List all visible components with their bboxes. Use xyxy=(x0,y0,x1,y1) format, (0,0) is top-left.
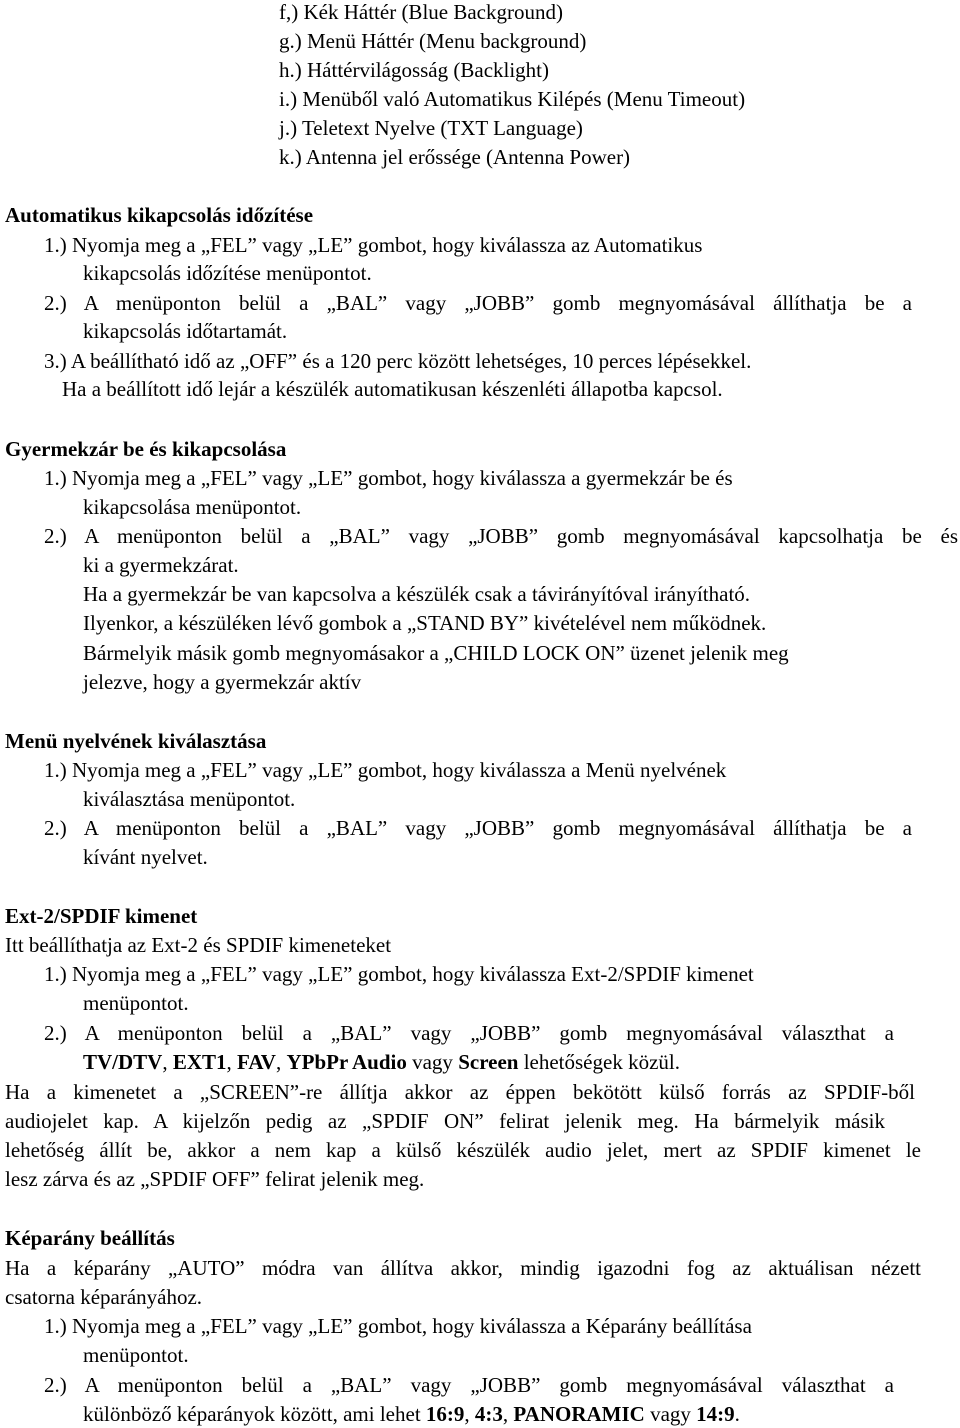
option-separator: , xyxy=(275,1050,287,1074)
menu-language-step-2: 2.) A menüponton belül a „BAL” vagy „JOBB” gomb megnyomásával állíthatja be a xyxy=(44,816,912,840)
child-lock-step-2-cont: ki a gyermekzárat. xyxy=(83,553,239,577)
sentence-end: . xyxy=(734,1402,740,1426)
ext-spdif-para-3: lehetőség állít be, akkor a nem kap a külső készülék audio jelet, mert az SPDIF kimenet le xyxy=(5,1138,921,1162)
ratio-panoramic: PANORAMIC xyxy=(513,1402,645,1426)
child-lock-step-1: 1.) Nyomja meg a „FEL” vagy „LE” gombot, hogy kiválassza a gyermekzár be és xyxy=(44,466,733,490)
options-tail: lehetőségek közül. xyxy=(518,1050,680,1074)
menu-item-menu-timeout: i.) Menüből való Automatikus Kilépés (Menu Timeout) xyxy=(279,87,746,111)
section-title-menu-language: Menü nyelvének kiválasztása xyxy=(5,729,267,753)
child-lock-note-1: Ha a gyermekzár be van kapcsolva a készülék csak a távirányítóval irányítható. xyxy=(83,582,751,606)
option-separator: vagy xyxy=(406,1050,459,1074)
menu-item-antenna-power: k.) Antenna jel erőssége (Antenna Power) xyxy=(279,145,631,169)
aspect-ratio-step-2: 2.) A menüponton belül a „BAL” vagy „JOBB” gomb megnyomásával választhat a xyxy=(44,1373,894,1397)
option-separator: , xyxy=(502,1402,514,1426)
aspect-ratio-para-2: csatorna képarányához. xyxy=(5,1285,203,1309)
option-screen: Screen xyxy=(458,1050,519,1074)
option-fav: FAV xyxy=(237,1050,276,1074)
auto-off-note: Ha a beállított idő lejár a készülék automatikusan készenléti állapotba kapcsol. xyxy=(62,377,723,401)
child-lock-step-1-cont: kikapcsolása menüpontot. xyxy=(83,495,302,519)
menu-item-blue-background: f,) Kék Háttér (Blue Background) xyxy=(279,0,563,24)
option-separator: , xyxy=(162,1050,173,1074)
menu-language-step-2-cont: kívánt nyelvet. xyxy=(83,845,208,869)
menu-item-backlight: h.) Háttérvilágosság (Backlight) xyxy=(279,58,550,82)
ext-spdif-options xyxy=(83,1049,680,1075)
auto-off-step-2: 2.) A menüponton belül a „BAL” vagy „JOBB” gomb megnyomásával állíthatja be a xyxy=(44,291,912,315)
child-lock-note-4: jelezve, hogy a gyermekzár aktív xyxy=(83,670,362,694)
option-separator: , xyxy=(226,1050,238,1074)
aspect-ratio-step-1: 1.) Nyomja meg a „FEL” vagy „LE” gombot, hogy kiválassza a Képarány beállítása xyxy=(44,1314,752,1338)
ratio-14-9: 14:9 xyxy=(696,1402,735,1426)
menu-language-step-1: 1.) Nyomja meg a „FEL” vagy „LE” gombot, hogy kiválassza a Menü nyelvének xyxy=(44,758,727,782)
ext-spdif-intro: Itt beállíthatja az Ext-2 és SPDIF kimeneteket xyxy=(5,933,392,957)
option-ext1: EXT1 xyxy=(172,1050,227,1074)
option-separator: vagy xyxy=(644,1402,697,1426)
ext-spdif-step-1: 1.) Nyomja meg a „FEL” vagy „LE” gombot, hogy kiválassza Ext-2/SPDIF kimenet xyxy=(44,962,754,986)
option-tv-dtv: TV/DTV xyxy=(83,1050,163,1074)
aspect-ratio-options xyxy=(83,1401,740,1427)
menu-item-menu-background: g.) Menü Háttér (Menu background) xyxy=(279,29,587,53)
section-title-aspect-ratio: Képarány beállítás xyxy=(5,1226,175,1250)
ext-spdif-step-1-cont: menüpontot. xyxy=(83,991,189,1015)
menu-language-step-1-cont: kiválasztása menüpontot. xyxy=(83,787,296,811)
section-title-ext-spdif: Ext-2/SPDIF kimenet xyxy=(5,904,198,928)
child-lock-note-2: Ilyenkor, a készüléken lévő gombok a „STAND BY” kivételével nem működnek. xyxy=(83,611,767,635)
ratio-4-3: 4:3 xyxy=(474,1402,503,1426)
ratio-16-9: 16:9 xyxy=(425,1402,465,1426)
child-lock-note-3: Bármelyik másik gomb megnyomásakor a „CHILD LOCK ON” üzenet jelenik meg xyxy=(83,641,789,665)
option-separator: , xyxy=(464,1402,475,1426)
section-title-child-lock: Gyermekzár be és kikapcsolása xyxy=(5,437,287,461)
aspect-options-lead: különböző képarányok között, ami lehet xyxy=(83,1402,426,1426)
auto-off-step-1-cont: kikapcsolás időzítése menüpontot. xyxy=(83,261,372,285)
section-title-auto-off: Automatikus kikapcsolás időzítése xyxy=(5,203,314,227)
auto-off-step-2-cont: kikapcsolás időtartamát. xyxy=(83,319,288,343)
aspect-ratio-step-1-cont: menüpontot. xyxy=(83,1343,189,1367)
auto-off-step-3: 3.) A beállítható idő az „OFF” és a 120 perc között lehetséges, 10 perces lépésekkel. xyxy=(44,349,752,373)
ext-spdif-step-2: 2.) A menüponton belül a „BAL” vagy „JOBB” gomb megnyomásával választhat a xyxy=(44,1021,894,1045)
aspect-ratio-para-1: Ha a képarány „AUTO” módra van állítva akkor, mindig igazodni fog az aktuálisan nézett xyxy=(5,1256,921,1280)
menu-item-txt-language: j.) Teletext Nyelve (TXT Language) xyxy=(279,116,583,140)
ext-spdif-para-4: lesz zárva és az „SPDIF OFF” felirat jelenik meg. xyxy=(5,1167,425,1191)
child-lock-step-2: 2.) A menüponton belül a „BAL” vagy „JOBB” gomb megnyomásával kapcsolhatja be és xyxy=(44,524,958,548)
ext-spdif-para-1: Ha a kimenetet a „SCREEN”-re állítja akkor az éppen bekötött külső forrás az SPDIF-ből xyxy=(5,1080,915,1104)
ext-spdif-para-2: audiojelet kap. A kijelzőn pedig az „SPDIF ON” felirat jelenik meg. Ha bármelyik másik xyxy=(5,1109,885,1133)
auto-off-step-1: 1.) Nyomja meg a „FEL” vagy „LE” gombot, hogy kiválassza az Automatikus xyxy=(44,233,703,257)
option-ypbpr-audio: YPbPr Audio xyxy=(286,1050,407,1074)
